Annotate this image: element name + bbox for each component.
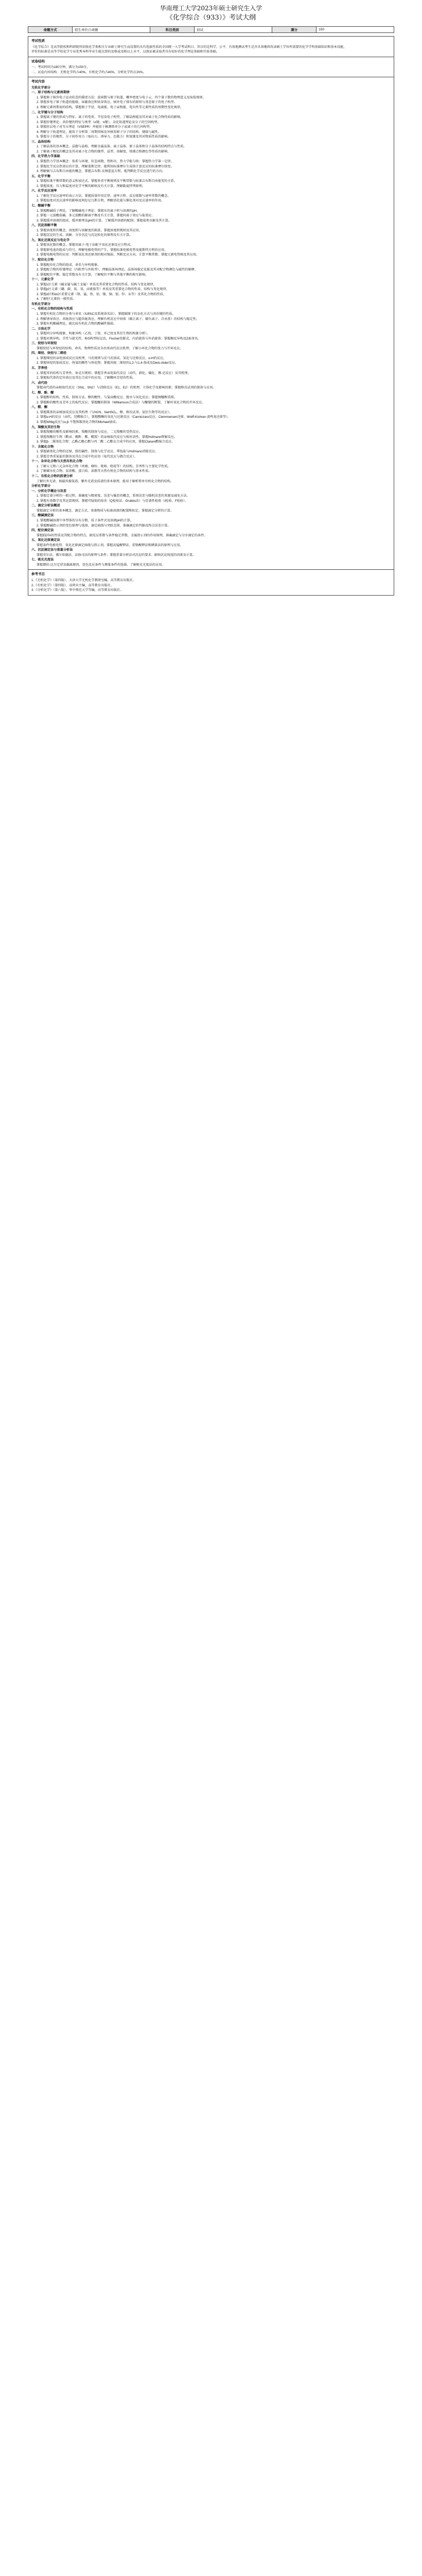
- document-subtitle: 《化学综合（933）》考试大纲: [166, 14, 256, 22]
- section-line: 1. 掌握有机化合物的分类与命名（IUPAC及系统命名法），掌握碳原子的杂化方式与共价键的性质。: [37, 312, 175, 316]
- section-line: 2. 掌握配合物的价键理论（内轨型与外轨型），理解晶体场理论、晶体场稳定化能及其对配合物颜色与磁性的解释。: [37, 268, 198, 272]
- section-line: 3. 掌握β-二羰基化合物：乙酰乙酸乙酯与丙二酸二乙酯在合成中的应用，掌握Claisen酯缩合反应。: [37, 440, 175, 444]
- section-line: 3. 掌握d区和ds区重要元素（铬、锰、铁、钴、镍、铜、银、锌、汞等）及其化合物的性质。: [37, 292, 166, 296]
- section-line: 1. 了解五元和六元杂环化合物（呋喃、噻吩、吡咯、吡啶等）的结构、芳香性与主要化学性质。: [37, 464, 171, 468]
- section-heading: 试卷结构: [31, 59, 45, 63]
- section-line: 四、化学热力学基础: [31, 155, 60, 159]
- section-line: 2.《有机化学》（第四版），高鸿宾主编，高等教育出版社。: [31, 583, 114, 587]
- exam-info-value: 初试: [195, 27, 272, 33]
- section-line: 2. 了解离子极化的概念及其对离子化合物的键型、晶型、溶解度、熔沸点和颜色等性质的影响。: [37, 149, 171, 154]
- section-line: 一、原子结构与元素周期律: [31, 91, 70, 95]
- section-line: 六、沉淀滴定法与重量分析法: [31, 548, 73, 552]
- section-line: 3. 掌握配位平衡、稳定常数及有关计算，了解配位平衡与其他平衡的相互影响。: [37, 273, 149, 277]
- exam-info-label: 科目类别: [150, 27, 194, 33]
- section-line: 1. 掌握标准平衡常数的意义和表达式，掌握多重平衡规则及平衡常数与标准吉布斯自由能变的关系。: [37, 179, 177, 183]
- section-line: 3. 掌握价层电子对互斥理论（VSEPR）并能用于推测简单分子或离子的几何构型。: [37, 125, 153, 129]
- section-line: 三、烷烃与环烷烃: [31, 342, 57, 346]
- section-line: 3.《分析化学》（第六版），华中师范大学等编，高等教育出版社。: [31, 588, 124, 592]
- section-line: 4. 理解分子轨道理论，能用于分析第二周期同核及异核双原子分子的结构、键级与磁性。: [37, 130, 162, 134]
- section-line: 三、晶体结构: [31, 140, 51, 144]
- document-title: 华南理工大学2023年硕士研究生入学: [160, 5, 262, 12]
- section-line: 六、化学反应速率: [31, 189, 57, 193]
- section-line: 二、滴定分析法概述: [31, 504, 60, 508]
- syllabus-section: [28, 570, 394, 595]
- section-heading: 参考书目: [31, 572, 45, 577]
- section-line: 掌握朗伯-比尔定律及偏离原因，显色反应条件与测量条件的选择，了解吸光光度法的应用。: [37, 563, 165, 567]
- section-line: 1. 掌握烯烃的亲电加成反应及机理、马氏规则与反马氏加成、氧化与还原反应、α-H的反应。: [37, 356, 167, 360]
- section-line: 2. 掌握羧酸衍生物（酰卤、酸酐、酯、酰胺）的亲核取代反应与相对活性，掌握Hofmann降解反应。: [37, 435, 178, 439]
- section-line: 十一、杂环化合物与天然有机化合物: [31, 460, 82, 464]
- section-line: 1. 掌握配位化合物的组成、命名与异构现象。: [37, 263, 101, 267]
- section-line: 一、考试时间为180分钟，满分为150分。: [31, 65, 90, 70]
- section-line: 六、卤代烃: [31, 381, 47, 385]
- section-line: 2. 理解诱导效应、共轭效应与超共轭效应，理解有机反应中间体（碳正离子、碳负离子、自由基）的结构与稳定性。: [37, 317, 200, 321]
- section-line: 1. 掌握酸碱质子理论，了解酸碱电子理论；掌握水的离子积与溶液的pH。: [37, 209, 140, 213]
- section-heading: 考试内容: [31, 80, 45, 84]
- section-line: 2. 掌握价键理论、共价键的特征与类型（σ键、π键），杂化轨道理论及分子的空间构型。: [37, 120, 161, 124]
- section-line: 掌握EDTA的性质及其配合物的特点、副反应系数与条件稳定常数，金属指示剂的作用原理，准确滴定与分步滴定的条件。: [37, 533, 207, 537]
- section-line: 3. 掌握电极电势的应用：判断氧化剂还原剂的相对强弱、判断反应方向、计算平衡常数；掌握元素电势图及其应用。: [37, 253, 200, 257]
- section-line: 2. 掌握温度对反应速率的影响及阿伦尼乌斯方程，理解活化能与催化剂对反应速率的作用。: [37, 199, 165, 203]
- section-line: 四、烯烃、炔烃与二烯烃: [31, 351, 67, 355]
- section-line: 十二、有机化合物的波谱分析: [31, 474, 73, 479]
- section-line: 2. 掌握原电池的组成与符号，理解电极电势的产生，掌握标准电极电势及能斯特方程的应用。: [37, 248, 168, 252]
- section-line: 1. 掌握原子核外电子运动状态的描述方法：波函数与原子轨道、概率密度与电子云、四个量子数的物理意义及取值规则。: [37, 95, 206, 99]
- section-line: 二、试卷内容结构：无机化学约占40%，有机化学约占40%，分析化学约占20%。: [31, 70, 146, 74]
- section-line: 一、有机化合物的结构与性质: [31, 307, 73, 311]
- section-line: 3. 掌握有机酸碱理论，能比较有机化合物的酸碱性强弱。: [37, 322, 117, 326]
- section-line: 九、氧化还原反应与电化学: [31, 238, 70, 242]
- section-line: 1. 掌握s区元素（碱金属与碱土金属）单质及其重要化合物的性质、结构与变化规律。: [37, 282, 156, 286]
- section-line: 2. 了解碳水化合物、氨基酸、蛋白质、油脂等天然有机化合物的结构与基本性质。: [37, 469, 152, 473]
- section-line: 1.《无机化学》（第四版），天津大学无机化学教研室编，高等教育出版社。: [31, 578, 136, 582]
- section-line: 有机化学部分: [31, 302, 51, 306]
- section-line: 十一、元素化学: [31, 278, 54, 282]
- section-line: 八、沉淀溶解平衡: [31, 224, 57, 228]
- syllabus-section: [28, 36, 394, 57]
- exam-info-table: [28, 26, 394, 33]
- section-line: 3. 掌握缓冲溶液的组成、缓冲原理及pH的计算，了解缓冲溶液的配制；掌握盐类水解及其计算。: [37, 218, 172, 223]
- section-line: 3. 理解元素周期表的结构，掌握原子半径、电离能、电子亲和能、电负性等元素性质的周期性变化规律。: [37, 106, 184, 110]
- section-line: 2. 掌握α-H的反应（卤代、羟醛缩合），掌握醛酮的氧化与还原反应（Cannizzaro反应、Clemmensen还原、Wolff-Kishner-黄鸣龙还原等）。: [37, 415, 231, 419]
- section-line: 二、立体化学: [31, 327, 51, 331]
- exam-info-value: 150: [316, 27, 394, 33]
- section-line: 八、醛、酮: [31, 405, 47, 410]
- section-line: 九、羧酸及其衍生物: [31, 425, 60, 429]
- section-line: 1. 掌握羰基的亲核加成反应及其机理（与HCN、NaHSO₃、醇、格氏试剂、氨衍生物等的反应）。: [37, 410, 172, 414]
- section-line: 4. 了解f区元素的一般性质。: [37, 297, 76, 301]
- section-line: 七、吸光光度法: [31, 558, 54, 562]
- section-line: 无机化学部分: [31, 86, 51, 90]
- section-line: 掌握条件电极电势、氧化还原滴定曲线与指示剂，掌握高锰酸钾法、重铬酸钾法和碘量法的原理与应用。: [37, 543, 183, 547]
- section-line: 七、酸碱平衡: [31, 204, 51, 208]
- section-line: 2. 掌握取代基的定位效应及其在合成中的应用，了解稠环芳烃的性质。: [37, 376, 136, 380]
- section-line: 2. 掌握一元弱酸弱碱、多元弱酸的解离平衡及有关计算，掌握同离子效应与盐效应。: [37, 214, 155, 218]
- section-line: 分析化学部分: [31, 484, 51, 488]
- syllabus-section: [28, 57, 394, 78]
- section-line: 掌握滴定分析的基本概念、滴定方式、基准物质与标准溶液的配制和标定，掌握滴定分析的计算。: [37, 509, 174, 513]
- section-line: 《化学综合》是高等院校和科研院所招收化学类相关专业硕士研究生而设置的具有选拔性质的全国统一入学考试科目。其目的是科学、公平、有效地测试考生是否具备继续攻读硕士学位所需要的化学学科基础知识和基本技能，: [31, 45, 347, 49]
- section-line: 五、化学平衡: [31, 174, 51, 178]
- section-line: 三、酸碱滴定法: [31, 514, 54, 518]
- section-line: 2. 掌握对映异构、手性与旋光性，R/S构型标记法，Fischer投影式、内消旋体与外消旋体；掌握顺反异构及Z/E命名。: [37, 336, 201, 341]
- section-line: 1. 掌握硝基化合物的还原，胺的碱性、制备与化学反应，季铵盐与Hofmann消除反应。: [37, 450, 159, 454]
- section-line: 1. 掌握热力学基本概念：体系与环境、状态函数、热和功、热力学能与焓；掌握热力学第一定律。: [37, 160, 174, 164]
- section-line: 1. 掌握羧酸的酸性及影响因素，羧酸的制备与反应，二元羧酸的受热反应。: [37, 430, 142, 434]
- exam-info-label: 命题方式: [28, 27, 73, 33]
- section-line: 2. 掌握有效数字及其运算规则，掌握可疑值的取舍（Q检验法、Grubbs法）与显著性检验（t检验、F检验）。: [37, 499, 188, 503]
- section-line: 十、配位化合物: [31, 258, 54, 262]
- section-line: 1. 了解化学反应速率的表示方法，掌握质量作用定律、速率方程、反应级数与速率常数的概念。: [37, 194, 171, 198]
- section-line: 2. 掌握炔烃的加成反应、炔氢的酸性与炔化物；掌握共轭二烯烃的1,2-与1,4-加成及Diels-Alder反应。: [37, 361, 179, 365]
- section-line: 1. 掌握酸碱溶液中各型体的分布分数、质子条件式及溶液pH的计算。: [37, 518, 134, 522]
- section-line: 2. 掌握浓度、压力和温度对化学平衡的影响及有关计算，理解勒夏特列原理。: [37, 184, 146, 188]
- section-line: 十、含氮化合物: [31, 445, 54, 449]
- section-line: 1. 掌握溶度积的概念、溶度积与溶解度的换算，掌握溶度积规则及其应用。: [37, 228, 142, 232]
- section-line: 五、芳香烃: [31, 366, 47, 370]
- section-line: 2. 掌握酸碱指示剂的变色原理与选择，滴定曲线与突跃范围，准确滴定的判据及终点误差计算。: [37, 523, 171, 528]
- section-line: 1. 掌握醇的结构、性质、制备方法，醇的酸性、与氢卤酸反应、脱水与氧化反应；掌握频哪醇重排。: [37, 396, 177, 400]
- section-line: 七、醇、酚、醚: [31, 391, 54, 395]
- section-line: 2. 掌握p区元素（硼、碳、氮、氧、卤素族等）单质及其重要化合物的性质、结构与变化规律。: [37, 287, 169, 292]
- section-line: 1. 掌握苯的结构与芳香性、休克尔规则；掌握芳香亲电取代反应（卤代、硝化、磺化、傅-克反应）及其机理。: [37, 371, 191, 375]
- section-line: 了解红外光谱、核磁共振氢谱、紫外光谱及质谱的基本原理，能用于解析简单有机化合物的结构。: [37, 479, 174, 483]
- section-line: 2. 掌握多电子原子轨道的能级、屏蔽效应和钻穿效应，核外电子排布的原则与基态原子的电子构型。: [37, 100, 177, 105]
- section-line: 二、化学键与分子结构: [31, 110, 63, 114]
- exam-info-value: 招生单位自命题: [73, 27, 150, 33]
- section-line: 五、氧化还原滴定法: [31, 538, 60, 543]
- section-line: 一、分析化学概论与误差: [31, 489, 67, 493]
- section-line: 1. 掌握氧化数的概念，掌握用离子-电子法配平氧化还原反应方程式。: [37, 243, 134, 247]
- section-line: 2. 掌握化学反应热效应的计算，理解盖斯定律，能利用标准摩尔生成焓计算反应的标准摩尔焓变。: [37, 164, 174, 168]
- section-line: 四、配位滴定法: [31, 529, 54, 533]
- section-line: 2. 掌握酚的酸性及芳环上的取代反应；掌握醚的制备（Williamson合成法）与醚键的断裂，了解环氧化合物的开环反应。: [37, 400, 205, 404]
- syllabus-body: [28, 36, 394, 596]
- section-line: 3. 理解熵与吉布斯自由能的概念，掌握吉布斯-亥姆霍兹方程，能判断化学反应进行的方向。: [37, 170, 166, 174]
- section-line: 2. 掌握芳香重氮盐的制备及其在合成中的应用（取代反应与偶合反应）。: [37, 454, 137, 459]
- section-line: 1. 了解晶体的基本概念、晶胞与晶格，理解金属晶体、离子晶体、原子晶体和分子晶体的结构特点与性质。: [37, 145, 187, 149]
- section-line: 3. 掌握Wittig反应与α,β-不饱和羰基化合物的Michael加成。: [37, 420, 119, 425]
- section-line: 掌握莫尔法、佛尔哈德法、法扬司法的原理与条件；掌握重量分析法对沉淀的要求、影响沉淀纯度的因素及计算。: [37, 553, 196, 557]
- section-line: 评价的标准是高等学校化学专业优秀本科毕业生能达到的及格或及格以上水平，以保证被录取者具有较好的化学理论基础和实验基础。: [31, 50, 220, 54]
- syllabus-section: [28, 77, 394, 570]
- section-heading: 考试性质: [31, 39, 45, 43]
- exam-info-row: [28, 27, 394, 33]
- section-line: 1. 掌握定量分析的一般过程，准确度与精密度、误差与偏差的概念，系统误差与随机误差的来源及减免方法。: [37, 494, 190, 498]
- section-line: 1. 掌握同分异构现象，构象异构（乙烷、丁烷、环己烷及其衍生物的构象分析）。: [37, 332, 150, 336]
- section-line: 掌握烷烃与环烷烃的结构、命名、物理性质及自由基卤代反应机理；了解小环化合物的张力与开环反应。: [37, 346, 183, 350]
- section-line: 1. 掌握离子键的形成与特征、离子的电荷、半径及电子构型，了解晶格能及其对离子化合物性质的影响。: [37, 115, 184, 120]
- exam-info-label: 满分: [272, 27, 316, 33]
- section-line: 2. 掌握沉淀的生成、溶解、分步沉淀与沉淀转化的原理及有关计算。: [37, 233, 133, 238]
- section-line: 5. 掌握分子的极性、分子间作用力（取向力、诱导力、色散力）和氢键及其对物质性质的影响。: [37, 135, 171, 139]
- section-line: 掌握卤代烃的亲核取代反应（SN1、SN2）与消除反应（E1、E2）的机理、立体化学及影响因素；掌握格氏试剂的制备与应用。: [37, 386, 216, 390]
